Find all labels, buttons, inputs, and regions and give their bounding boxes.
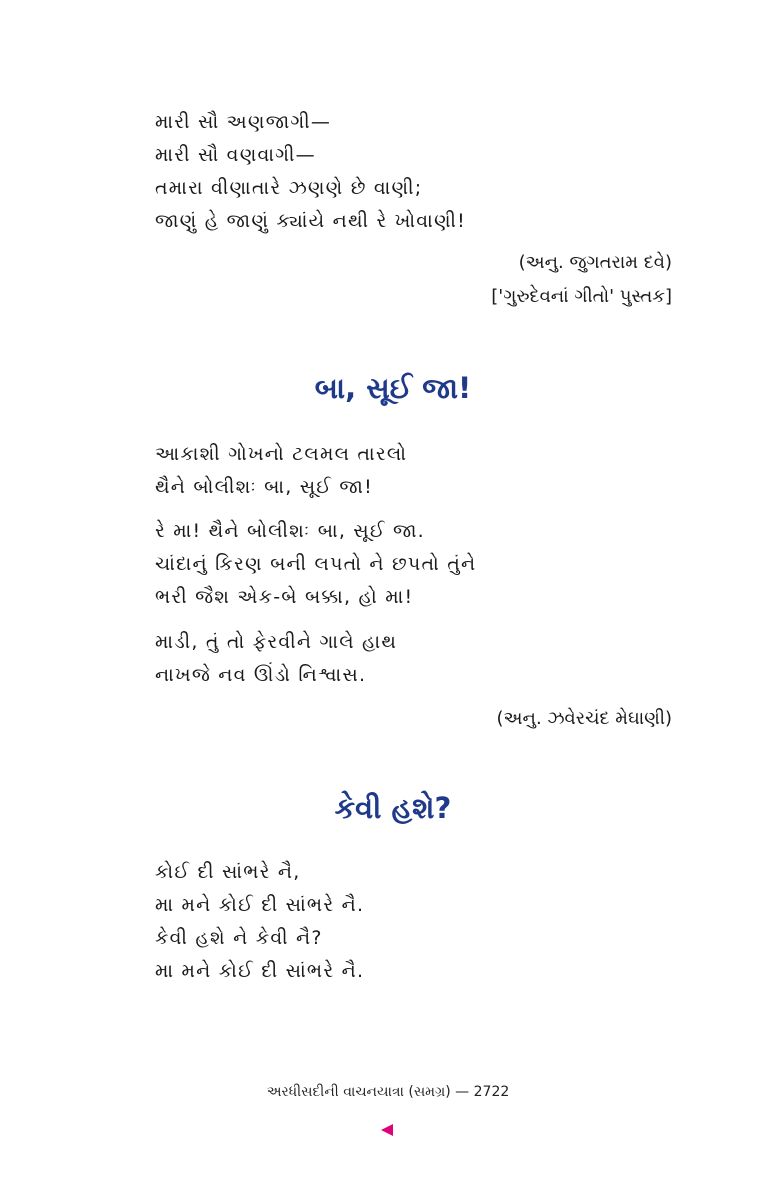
poem-line: ચાંદાનું કિરણ બની લપતો ને છપતો તુંને [155, 553, 477, 575]
poem-line: તમારા વીણાતારે ઝણણે છે વાણી; [155, 177, 423, 199]
poem1-stanza [155, 106, 675, 238]
poem-line: થૈને બોલીશઃ બા, સૂઈ જા! [155, 476, 373, 498]
poem-line: મારી સૌ અણજાગી— [155, 111, 332, 133]
page-footer: અરધીસદીની વાચનયાત્રા (સમગ્ર) — 2722 [266, 1084, 510, 1100]
poem2-stanza-1 [155, 438, 675, 504]
poem-line: મા મને કોઈ દી સાંભરે નૈ. [155, 894, 365, 916]
triangle-left-icon[interactable] [381, 1124, 393, 1136]
poem-line: નાખજે નવ ઊંડો નિશ્વાસ. [155, 664, 367, 686]
poem-line: જાણું હે જાણું ક્યાંયે નથી રે ખોવાણી! [155, 210, 466, 232]
poem-line: મા મને કોઈ દી સાંભરે નૈ. [155, 960, 365, 982]
poem2-attribution: (અનુ. ઝવેરચંદ મેઘાણી) [496, 708, 672, 729]
poem-line: કેવી હશે ને કેવી નૈ? [155, 927, 323, 949]
poem-line: ભરી જૈશ એક-બે બક્કા, હો મા! [155, 586, 414, 608]
poem3-title: કેવી હશે? [334, 791, 452, 825]
poem-line: માડી, તું તો ફેરવીને ગાલે હાથ [155, 631, 398, 653]
poem2-stanza-2 [155, 515, 675, 614]
poem2-title: બા, સૂઈ જા! [314, 371, 472, 405]
poem-line: કોઈ દી સાંભરે નૈ, [155, 861, 301, 883]
poem-line: રે મા! થૈને બોલીશઃ બા, સૂઈ જા. [155, 520, 425, 542]
poem-line: આકાશી ગોખનો ટલમલ તારલો [155, 443, 408, 465]
poem3-stanza [155, 856, 675, 988]
poem-line: મારી સૌ વણવાગી— [155, 144, 316, 166]
poem1-source: ['ગુરુદેવનાં ગીતો' પુસ્તક] [491, 286, 672, 307]
poem2-stanza-3 [155, 626, 675, 692]
poem1-attribution: (અનુ. જુગતરામ દવે) [518, 252, 672, 273]
